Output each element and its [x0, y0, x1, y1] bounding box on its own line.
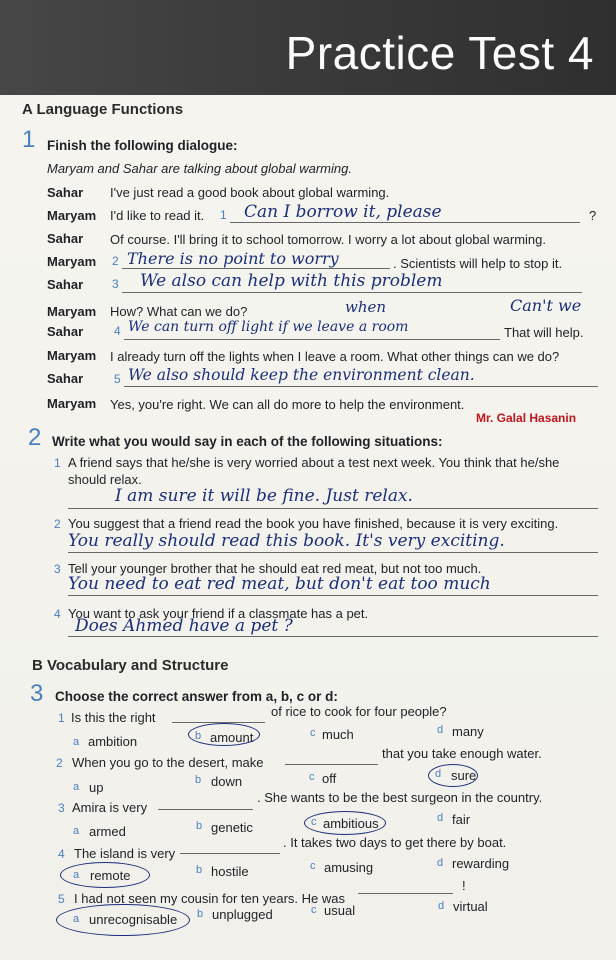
item-text: The island is very: [74, 846, 176, 861]
item-text: When you go to the desert, make: [72, 755, 264, 770]
question-2-number: 2: [28, 424, 42, 451]
option-letter: c: [311, 904, 317, 916]
dialogue-speaker: Sahar: [47, 277, 84, 292]
item-number: 4: [58, 847, 65, 861]
question-3-title: Choose the correct answer from a, b, c or d:: [55, 689, 338, 704]
credit-label: Mr. Galal Hasanin: [476, 411, 577, 425]
dialogue-speaker: Maryam: [47, 348, 97, 363]
option-letter: a: [73, 781, 80, 793]
page-title: Practice Test 4: [285, 27, 594, 79]
dialogue-speaker: Maryam: [47, 208, 97, 223]
situation-text: should relax.: [68, 472, 142, 487]
selected-answer-circle: [188, 723, 260, 746]
dialogue-text: . Scientists will help to stop it.: [393, 256, 563, 271]
selected-answer-circle: [56, 904, 190, 936]
option-letter: c: [310, 860, 316, 872]
item-number: 2: [54, 517, 61, 531]
answer-line: [124, 386, 598, 387]
option-letter: b: [196, 820, 203, 832]
dialogue-text: I already turn off the lights when I leave a room. What other things can we do?: [110, 349, 560, 364]
selected-answer-circle: [428, 764, 478, 787]
item-number: 2: [56, 756, 63, 770]
handwritten-answer: We can turn off light if we leave a room: [128, 319, 409, 335]
answer-line: [230, 222, 580, 223]
item-text: !: [462, 878, 466, 893]
option-text: sure: [451, 768, 477, 783]
option-letter: c: [310, 727, 316, 739]
selected-answer-circle: [60, 862, 150, 888]
item-number: 1: [58, 711, 65, 725]
option-text: unrecognisable: [89, 912, 178, 927]
option-letter: c: [309, 771, 315, 783]
option-letter: b: [196, 864, 203, 876]
item-text: I had not seen my cousin for ten years. He was: [74, 891, 345, 906]
option-text: virtual: [453, 899, 488, 914]
question-1-number: 1: [22, 126, 36, 153]
option-text: amusing: [324, 860, 374, 875]
dialogue-text: Yes, you're right. We can all do more to help the environment.: [110, 397, 465, 412]
option-letter: c: [311, 816, 317, 828]
handwritten-answer: I am sure it will be fine. Just relax.: [115, 486, 413, 506]
handwritten-answer: There is no point to worry: [127, 249, 339, 268]
item-number: 1: [54, 456, 61, 470]
answer-line: [68, 508, 598, 509]
handwritten-answer: We also can help with this problem: [140, 271, 443, 291]
situation-text: You suggest that a friend read the book you have finished, because it is very exciting.: [68, 516, 559, 531]
handwritten-answer: You really should read this book. It's very exciting.: [68, 531, 505, 551]
option-letter: b: [195, 774, 202, 786]
item-text: . It takes two days to get there by boat.: [283, 835, 507, 850]
dialogue-text: I've just read a good book about global warming.: [110, 185, 390, 200]
item-number: 4: [54, 607, 61, 621]
section-b-heading: B Vocabulary and Structure: [32, 657, 229, 674]
item-text: . She wants to be the best surgeon in the country.: [257, 790, 543, 805]
item-number: 5: [58, 892, 65, 906]
answer-line: [158, 809, 253, 810]
handwritten-answer: You need to eat red meat, but don't eat too much: [68, 574, 491, 594]
item-text: Is this the right: [71, 710, 156, 725]
dialogue-speaker: Sahar: [47, 231, 84, 246]
question-1-title: Finish the following dialogue:: [47, 138, 238, 153]
item-text: Amira is very: [72, 800, 148, 815]
option-letter: d: [437, 724, 444, 736]
handwritten-note: when: [345, 298, 387, 316]
situation-text: A friend says that he/she is very worried about a test next week. You think that he/she: [68, 455, 560, 470]
option-letter: d: [437, 857, 444, 869]
answer-line: [180, 853, 280, 854]
dialogue-speaker: Maryam: [47, 304, 97, 319]
option-letter: b: [197, 908, 204, 920]
dialogue-text: How? What can we do?: [110, 304, 248, 319]
option-text: remote: [90, 868, 131, 883]
option-letter: d: [437, 812, 444, 824]
option-letter: d: [435, 768, 442, 780]
dialogue-text: That will help.: [504, 325, 584, 340]
option-text: armed: [89, 824, 126, 839]
handwritten-answer: Does Ahmed have a pet ?: [75, 616, 293, 636]
dialogue-speaker: Sahar: [47, 324, 84, 339]
situation-text: You want to ask your friend if a classmate has a pet.: [68, 606, 369, 621]
option-letter: a: [73, 736, 80, 748]
option-text: unplugged: [212, 907, 273, 922]
blank-number: 4: [114, 324, 121, 338]
answer-line: [285, 764, 378, 765]
handwritten-answer: Can I borrow it, please: [244, 202, 442, 222]
answer-line: [122, 268, 390, 269]
option-text: many: [452, 724, 484, 739]
dialogue-speaker: Maryam: [47, 254, 97, 269]
item-number: 3: [54, 562, 61, 576]
item-number: 3: [58, 801, 65, 815]
dialogue-text: Of course. I'll bring it to school tomorrow. I worry a lot about global warming.: [110, 232, 547, 247]
selected-answer-circle: [304, 811, 386, 835]
section-a-heading: A Language Functions: [22, 101, 184, 118]
option-text: much: [322, 727, 354, 742]
question-3-number: 3: [30, 680, 44, 707]
option-letter: a: [73, 825, 80, 837]
option-text: ambition: [88, 734, 138, 749]
answer-line: [68, 552, 598, 553]
item-text: of rice to cook for four people?: [271, 704, 447, 719]
item-text: that you take enough water.: [382, 746, 542, 761]
blank-number: 1: [220, 208, 227, 222]
option-text: off: [322, 771, 337, 786]
answer-line: [68, 636, 598, 637]
option-text: hostile: [211, 864, 249, 879]
answer-line: [124, 339, 500, 340]
option-text: usual: [324, 903, 356, 918]
situation-text: Tell your younger brother that he should eat red meat, but not too much.: [68, 561, 482, 576]
dialogue-speaker: Sahar: [47, 371, 84, 386]
blank-number: 2: [112, 254, 119, 268]
dialogue-speaker: Maryam: [47, 396, 97, 411]
blank-number: 5: [114, 372, 121, 386]
dialogue-text: ?: [589, 208, 597, 223]
question-2-title: Write what you would say in each of the following situations:: [52, 434, 443, 449]
option-text: up: [89, 780, 104, 795]
blank-number: 3: [112, 277, 119, 291]
option-letter: a: [73, 913, 80, 925]
option-letter: b: [195, 730, 202, 742]
option-text: rewarding: [452, 856, 510, 871]
option-letter: d: [438, 900, 445, 912]
option-text: fair: [452, 812, 471, 827]
dialogue-text: I'd like to read it.: [110, 208, 205, 223]
option-text: ambitious: [323, 816, 379, 831]
option-letter: a: [73, 869, 80, 881]
answer-line: [358, 893, 453, 894]
handwritten-note: Can't we: [510, 296, 582, 315]
option-text: amount: [210, 730, 254, 745]
dialogue-speaker: Sahar: [47, 185, 84, 200]
header-band: [0, 0, 616, 95]
answer-line: [122, 292, 582, 293]
option-text: genetic: [211, 820, 253, 835]
dialogue-intro: Maryam and Sahar are talking about global warming.: [47, 161, 352, 176]
option-text: down: [211, 774, 243, 789]
answer-line: [68, 595, 598, 596]
handwritten-answer: We also should keep the environment clean.: [128, 366, 475, 384]
